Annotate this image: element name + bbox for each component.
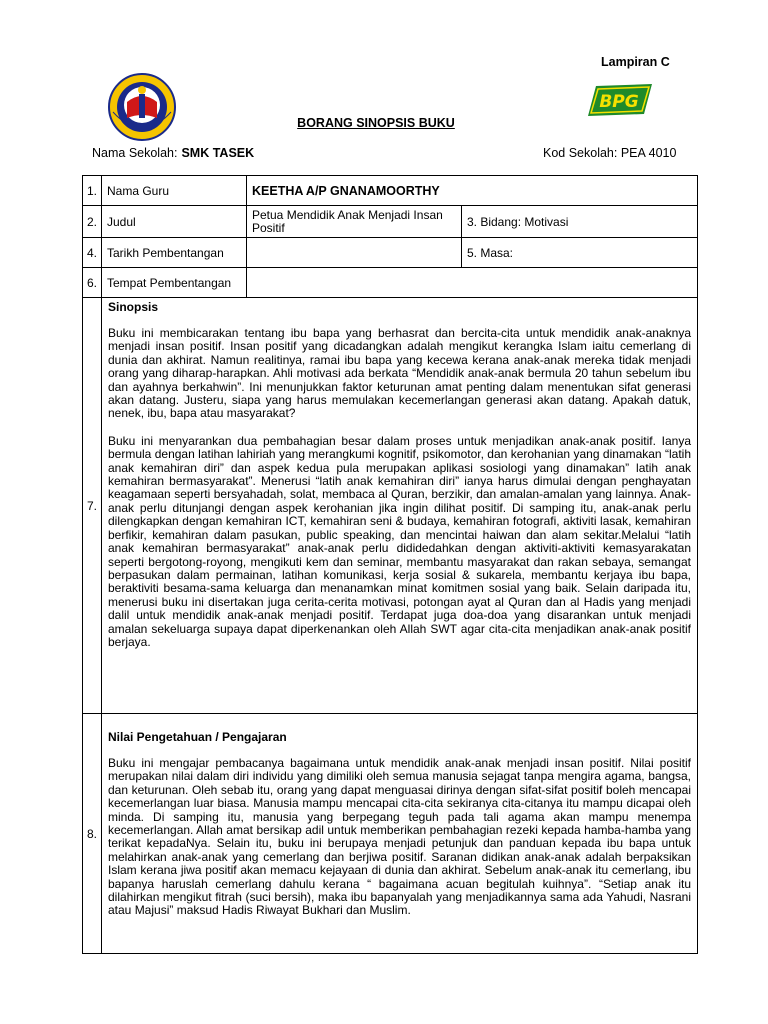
form-title	[0, 116, 768, 130]
row-number: 1.	[83, 176, 102, 206]
row-date	[83, 238, 698, 268]
row-number: 6.	[83, 268, 102, 298]
row-venue	[83, 268, 698, 298]
school-label: Nama Sekolah:	[92, 146, 178, 160]
date-value	[247, 238, 462, 268]
field-label: Tarikh Pembentangan	[102, 238, 247, 268]
bpg-logo	[586, 80, 654, 120]
field-label: Nama Guru	[102, 176, 247, 206]
values-cell	[102, 714, 698, 954]
synopsis-title: Sinopsis	[108, 300, 159, 314]
synopsis-cell	[102, 298, 698, 714]
row-number: 7.	[83, 298, 102, 714]
ministry-crest-logo	[107, 72, 177, 142]
synopsis-paragraph-2: Buku ini menyarankan dua pembahagian besar dalam proses untuk menjadikan anak-anak positif. Ianya bermula dengan latihan lahiriah yang merangkumi kognitif, psikomotor, dan kerohanian yang dinamakan “latih anak kemahiran diri” dan aspek kedua pula merupakan aplikasi sosiologi yang dinamakan” latih anak kemahiran bermasyarakat”. Menerusi “latih anak kemahiran diri” ianya harus dimulai dengan penghayatan keagamaan seperti bersyahadah, solat, membaca al Quran, berzikir, dan amalan-amalan yang lainnya. Anak-anak perlu ditunjangi dengan aspek kerohanian jika ingin dilihat positif. Di samping itu, anak-anak perlu dilengkapkan dengan kemahiran ICT, kemahiran seni & budaya, kemahiran fotografi, aktiviti lasak, kemahiran berfikir, kemahiran dalam pasukan, public speaking, dan mencintai haiwan dan alam sekitar.Melalui “latih anak kemahiran bermasyarakat” anak-anak perlu dididedahkan dengan aktiviti-aktiviti kemasyarakatan seperti bergotong-royong, mengikuti kem dan seminar, membantu masyarakat dan rakan sebaya, semangat berpasukan dalam permainan, latihan komunikasi, kerja sosial & sukarela, membantu kerjaya ibu bapa, beraktiviti besama-sama keluarga dan menanamkan minat komitmen sosial yang baik. Selain daripada itu, menerusi buku ini disertakan juga cerita-cerita motivasi, potongan ayat al Quran dan al Hadis yang menjadi dalil untuk mendidik anak-anak menjadi positif. Terdapat juga doa-doa yang disarankan untuk menjadi amalan sekeluarga supaya dapat diperkenankan oleh Allah SWT agar cita-cita menjadikan anak-anak positif berjaya.	[108, 433, 691, 649]
field-category: 3. Bidang: Motivasi	[462, 206, 698, 238]
synopsis-paragraph-1: Buku ini membicarakan tentang ibu bapa yang berhasrat dan bercita-cita untuk mendidik anak-anaknya menjadi insan positif. Insan positif yang dicadangkan adalah mengikut kerangka Islam iaitu cemerlang di dunia dan akhirat. Namun realitinya, ramai ibu bapa yang kecewa kerana anak-anak mereka tidak menjadi orang yang diharap-harapkan. Ahli motivasi ada berkata “Mendidik anak-anak bermula 20 tahun sebelum ibu dan ayahnya berkahwin”. Ini menunjukkan faktor keturunan amat penting dalam menentukan sifat generasi akan datang. Justeru, siapa yang harus memulakan kecemerlangan generasi akan datang. Apakah datuk, nenek, ibu, bapa atau masyarakat?	[108, 326, 691, 421]
row-synopsis	[83, 298, 698, 714]
book-title-value: Petua Mendidik Anak Menjadi Insan Positif	[247, 206, 462, 238]
synopsis-form-table	[82, 175, 698, 954]
values-paragraph: Buku ini mengajar pembacanya bagaimana untuk mendidik anak-anak menjadi insan positif. Nilai positif merupakan nilai dalam diri individu yang dimiliki oleh semua manusia sejagat tanpa mengira agama, bangsa, dan keturunan. Oleh sebab itu, orang yang dapat menguasai dirinya dengan sifat-sifat positif boleh mencapai kecemerlangan luar biasa. Manusia mampu mencapai cita-cita sekiranya cita-citanya itu mampu dicapai oleh minda. Di samping itu, manusia yang berpegang teguh pada tali agama akan mampu menempa kecemerlangan. Allah amat bersikap adil untuk memberikan pembahagian rezeki kepada hamba-hamba yang terikat kepadaNya. Selain itu, buku ini berupaya menjadi petunjuk dan panduan kepada ibu bapa untuk melahirkan anak-anak yang cemerlang dan berjiwa positif. Saranan didikan anak-anak adalah berpaksikan Islam kerana jiwa positif akan memacu kejayaan di dunia dan akhirat. Sebelum anak-anak itu cemerlang, ibu bapanya haruslah cemerlang dahulu kerana “ bagaimana acuan begitulah kuihnya”. “Setiap anak itu dilahirkan mengikut fitrah (suci bersih), maka ibu bapanyalah yang menjadikannya sama ada Yahudi, Nasrani atau Majusi” maksud Hadis Riwayat Bukhari dan Muslim.	[108, 756, 691, 918]
row-number: 8.	[83, 714, 102, 954]
venue-value	[247, 268, 698, 298]
school-name: SMK TASEK	[181, 146, 255, 160]
school-code: Kod Sekolah: PEA 4010	[543, 146, 677, 160]
school-info	[92, 146, 254, 160]
values-title: Nilai Pengetahuan / Pengajaran	[108, 730, 287, 744]
row-number: 2.	[83, 206, 102, 238]
appendix-label: Lampiran C	[601, 55, 670, 69]
form-title-text: BORANG SINOPSIS BUKU	[297, 116, 455, 130]
row-title	[83, 206, 698, 238]
row-knowledge-values	[83, 714, 698, 954]
field-time: 5. Masa:	[462, 238, 698, 268]
teacher-name-value: KEETHA A/P GNANAMOORTHY	[247, 176, 698, 206]
row-teacher-name	[83, 176, 698, 206]
bpg-logo-text: BPG	[599, 92, 639, 112]
field-label: Tempat Pembentangan	[102, 268, 247, 298]
row-number: 4.	[83, 238, 102, 268]
field-label: Judul	[102, 206, 247, 238]
